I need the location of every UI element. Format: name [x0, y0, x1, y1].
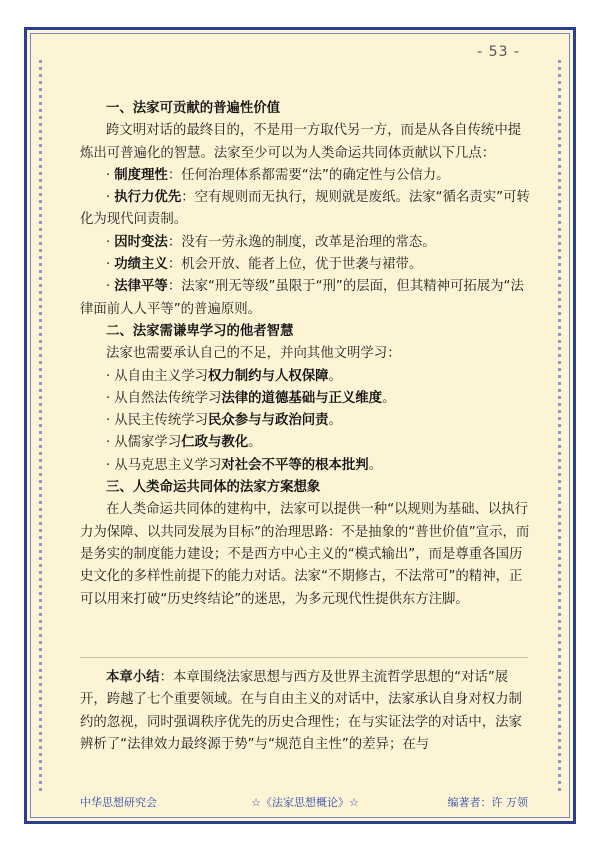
value-term: 执行力优先 [114, 190, 182, 206]
section3-paragraph: 在人类命运共同体的建构中，法家可以提供一种“以规则为基础、以执行力为保障、以共同发展为目标”的治理思路：不是抽象的“普世价值”宣示，而是务实的制度能力建设；不是西方中心主义的“模式输出”，而是尊重各国历史文化的多样性前提下的能力对话。法家“不期修古，不法常可”的精神，正可以用来打破“历史终结论”的迷思，为多元现代性提供东方注脚。 [80, 502, 530, 607]
learning-item [80, 432, 530, 454]
bullet-dot-icon: · [106, 368, 111, 384]
left-dashed-rule [39, 60, 42, 791]
learning-prefix: 从自由主义学习 [114, 368, 208, 384]
summary-label: 本章小结 [106, 670, 160, 685]
value-item [80, 276, 530, 321]
value-term: 法律平等 [114, 279, 168, 295]
value-item [80, 187, 530, 232]
bullet-dot-icon: · [106, 190, 111, 206]
section1-intro: 跨文明对话的最终目的，不是用一方取代另一方，而是从各自传统中提炼出可普遍化的智慧。法家至少可以为人类命运共同体贡献以下几点： [80, 123, 522, 161]
bullet-dot-icon: · [106, 279, 111, 295]
footer-author: 编著者：许 万领 [447, 796, 528, 809]
learning-term: 对社会不平等的根本批判 [221, 457, 369, 473]
section-heading-1: 一、法家可贡献的普遍性价值 [106, 101, 281, 116]
learning-item [80, 366, 530, 388]
main-content [80, 98, 530, 611]
value-item [80, 165, 530, 187]
bullet-dot-icon: · [106, 167, 111, 183]
value-text: ：没有一劳永逸的制度，改革是治理的常态。 [167, 234, 436, 250]
value-item [80, 232, 530, 254]
section-heading-3: 三、人类命运共同体的法家方案想象 [106, 480, 321, 496]
learning-term: 法律的道德基础与正义维度 [221, 390, 383, 406]
bullet-dot-icon: · [106, 413, 111, 429]
footer-book-title: ☆《法家思想概论》☆ [251, 796, 359, 809]
learning-item [80, 410, 530, 432]
learning-term: 民众参与与政治问责 [208, 413, 329, 429]
learning-prefix: 从自然法传统学习 [114, 390, 222, 406]
section-heading-2: 二、法家需谦卑学习的他者智慧 [106, 323, 294, 339]
learning-suffix: 。 [382, 390, 396, 406]
chapter-summary [80, 667, 530, 756]
bullet-dot-icon: · [106, 457, 111, 473]
summary-divider [80, 657, 528, 658]
page-number: - 53 - [477, 44, 520, 60]
learning-prefix: 从马克思主义学习 [114, 457, 222, 473]
learning-prefix: 从民主传统学习 [114, 413, 208, 429]
value-text: ：空有规则而无执行，规则就是废纸。法家“循名责实”可转化为现代问责制。 [80, 190, 530, 228]
learning-suffix: 。 [328, 413, 342, 429]
learning-suffix: 。 [328, 368, 342, 384]
value-text: ：机会开放、能者上位，优于世袭与裙带。 [167, 257, 423, 273]
bullet-dot-icon: · [106, 257, 111, 273]
learning-term: 权力制约与人权保障 [208, 368, 329, 384]
section2-intro: 法家也需要承认自己的不足，并向其他文明学习： [106, 346, 401, 362]
value-term: 因时变法 [114, 234, 168, 250]
value-term: 功绩主义 [114, 257, 168, 273]
learning-item [80, 388, 530, 410]
learning-term: 仁政与教化 [181, 435, 249, 451]
learning-item [80, 455, 530, 477]
value-term: 制度理性 [114, 167, 168, 183]
summary-paragraph [80, 667, 530, 756]
value-text: ：法家“刑无等级”虽限于“刑”的层面，但其精神可拓展为“法律面前人人平等”的普遍原则。 [80, 279, 524, 317]
right-dashed-rule [558, 60, 561, 791]
bullet-dot-icon: · [106, 234, 111, 250]
learning-suffix: 。 [368, 457, 383, 473]
bullet-dot-icon: · [106, 435, 111, 451]
learning-suffix: 。 [248, 435, 262, 451]
summary-text: ：本章围绕法家思想与西方及世界主流哲学思想的“对话”展开，跨越了七个重要领域。在与自由主义的对话中，法家承认自身对权力制约的忽视，同时强调秩序优先的历史合理性；在与实证法学的对话中，法家辨析了“法律效力最终源于势”与“规范自主性”的差异；在与 [80, 670, 522, 752]
footer-publisher: 中华思想研究会 [80, 796, 157, 809]
learning-prefix: 从儒家学习 [114, 435, 182, 451]
value-text: ：任何治理体系都需要“法”的确定性与公信力。 [167, 167, 450, 183]
bullet-dot-icon: · [106, 390, 111, 406]
value-item [80, 254, 530, 276]
